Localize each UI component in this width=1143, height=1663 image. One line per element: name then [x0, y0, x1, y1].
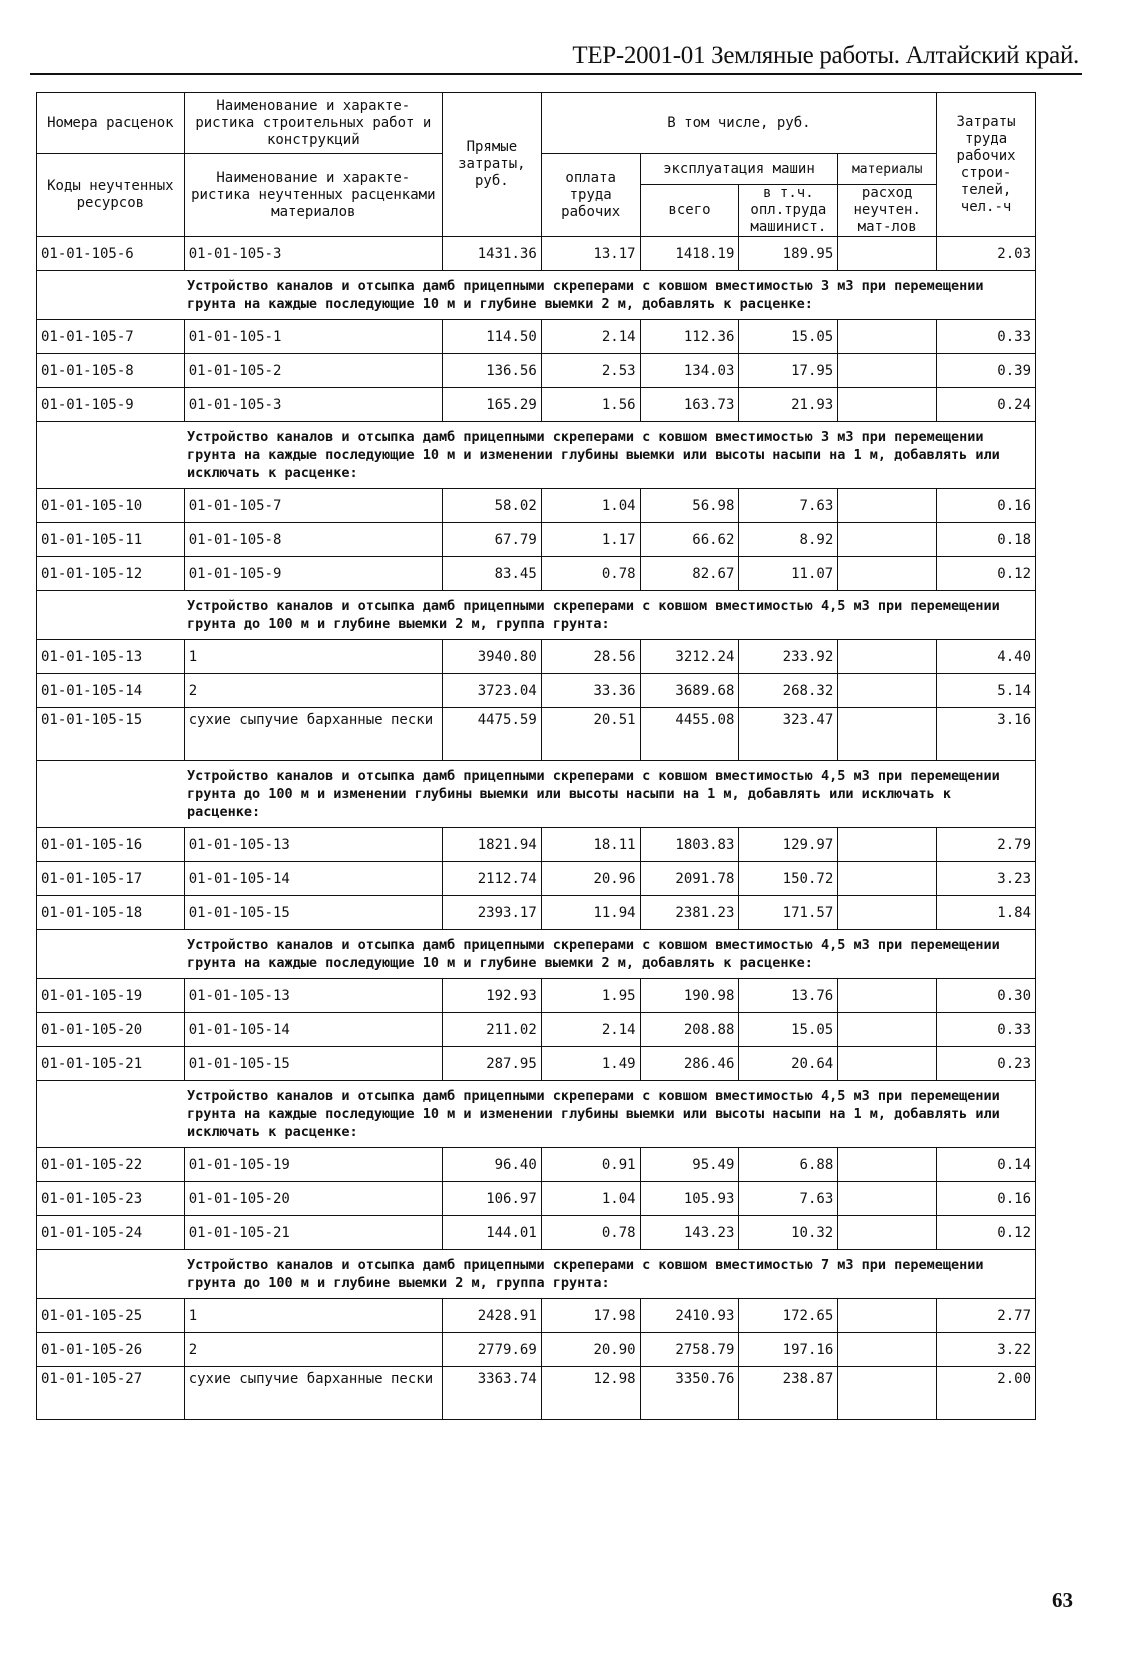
machine-total-cell: 2758.79 — [640, 1333, 739, 1367]
rate-code-cell: 01-01-105-17 — [37, 862, 185, 896]
materials-cell — [838, 523, 937, 557]
materials-cell — [838, 708, 937, 761]
direct-cost-cell: 287.95 — [442, 1047, 541, 1081]
machinist-pay-cell: 172.65 — [739, 1299, 838, 1333]
resource-name-cell: 01-01-105-3 — [184, 388, 442, 422]
resource-name-cell: 01-01-105-1 — [184, 320, 442, 354]
machine-total-cell: 2091.78 — [640, 862, 739, 896]
labor-cell: 3.16 — [937, 708, 1036, 761]
labor-cell: 0.39 — [937, 354, 1036, 388]
materials-cell — [838, 237, 937, 271]
table-row — [37, 523, 1036, 557]
resource-name-cell: 1 — [184, 1299, 442, 1333]
rate-code-cell: 01-01-105-27 — [37, 1367, 185, 1420]
rate-code-cell: 01-01-105-19 — [37, 979, 185, 1013]
table-row — [37, 1047, 1036, 1081]
direct-cost-cell: 114.50 — [442, 320, 541, 354]
worker-pay-cell: 1.17 — [541, 523, 640, 557]
direct-cost-cell: 144.01 — [442, 1216, 541, 1250]
section-title-row — [37, 422, 1036, 489]
worker-pay-cell: 18.11 — [541, 828, 640, 862]
labor-cell: 0.12 — [937, 1216, 1036, 1250]
worker-pay-cell: 12.98 — [541, 1367, 640, 1420]
labor-cell: 3.22 — [937, 1333, 1036, 1367]
machine-total-cell: 143.23 — [640, 1216, 739, 1250]
materials-cell — [838, 640, 937, 674]
labor-cell: 2.03 — [937, 237, 1036, 271]
section-title-row — [37, 1081, 1036, 1148]
machinist-pay-cell: 238.87 — [739, 1367, 838, 1420]
labor-cell: 0.24 — [937, 388, 1036, 422]
rate-code-cell: 01-01-105-11 — [37, 523, 185, 557]
worker-pay-cell: 0.78 — [541, 557, 640, 591]
table-row — [37, 557, 1036, 591]
materials-cell — [838, 557, 937, 591]
worker-pay-cell: 20.51 — [541, 708, 640, 761]
worker-pay-cell: 2.53 — [541, 354, 640, 388]
worker-pay-cell: 33.36 — [541, 674, 640, 708]
table-row — [37, 979, 1036, 1013]
materials-cell — [838, 1216, 937, 1250]
table-row — [37, 1299, 1036, 1333]
resource-name-cell: сухие сыпучие барханные пески — [184, 708, 442, 761]
labor-cell: 0.30 — [937, 979, 1036, 1013]
col-worker-pay: оплата труда рабочих — [541, 154, 640, 237]
table-row — [37, 828, 1036, 862]
direct-cost-cell: 1821.94 — [442, 828, 541, 862]
col-materials: материалы — [838, 154, 937, 185]
materials-cell — [838, 1299, 937, 1333]
col-unaccounted-materials: расход неучтен. мат-лов — [838, 185, 937, 237]
materials-cell — [838, 354, 937, 388]
rate-code-cell: 01-01-105-12 — [37, 557, 185, 591]
rate-code-cell: 01-01-105-13 — [37, 640, 185, 674]
labor-cell: 0.33 — [937, 1013, 1036, 1047]
col-resource-codes: Коды неучтенных ресурсов — [37, 154, 185, 237]
machinist-pay-cell: 323.47 — [739, 708, 838, 761]
materials-cell — [838, 1047, 937, 1081]
section-title: Устройство каналов и отсыпка дамб прицепными скреперами с ковшом вместимостью 4,5 м3 при перемещении грунта до 100 м и глубине выемки 2 м, группа грунта: — [37, 591, 1036, 640]
direct-cost-cell: 2393.17 — [442, 896, 541, 930]
materials-cell — [838, 862, 937, 896]
resource-name-cell: 01-01-105-8 — [184, 523, 442, 557]
labor-cell: 0.16 — [937, 489, 1036, 523]
direct-cost-cell: 3723.04 — [442, 674, 541, 708]
section-title-row — [37, 761, 1036, 828]
materials-cell — [838, 896, 937, 930]
labor-cell: 5.14 — [937, 674, 1036, 708]
machine-total-cell: 112.36 — [640, 320, 739, 354]
table-row — [37, 489, 1036, 523]
resource-name-cell: 01-01-105-15 — [184, 1047, 442, 1081]
machinist-pay-cell: 6.88 — [739, 1148, 838, 1182]
table-header-row-1 — [37, 93, 1036, 154]
section-title: Устройство каналов и отсыпка дамб прицепными скреперами с ковшом вместимостью 4,5 м3 при перемещении грунта на каждые последующие 10 м и глубине выемки 2 м, добавлять к расценке: — [37, 930, 1036, 979]
worker-pay-cell: 17.98 — [541, 1299, 640, 1333]
machinist-pay-cell: 268.32 — [739, 674, 838, 708]
worker-pay-cell: 1.04 — [541, 1182, 640, 1216]
rate-code-cell: 01-01-105-22 — [37, 1148, 185, 1182]
machine-total-cell: 95.49 — [640, 1148, 739, 1182]
direct-cost-cell: 106.97 — [442, 1182, 541, 1216]
col-unaccounted-name: Наименование и характе-ристика неучтенных расценками материалов — [184, 154, 442, 237]
materials-cell — [838, 828, 937, 862]
machine-total-cell: 163.73 — [640, 388, 739, 422]
machine-total-cell: 3350.76 — [640, 1367, 739, 1420]
materials-cell — [838, 1182, 937, 1216]
table-row — [37, 237, 1036, 271]
machinist-pay-cell: 189.95 — [739, 237, 838, 271]
direct-cost-cell: 3363.74 — [442, 1367, 541, 1420]
machine-total-cell: 3212.24 — [640, 640, 739, 674]
materials-cell — [838, 489, 937, 523]
worker-pay-cell: 11.94 — [541, 896, 640, 930]
table-row — [37, 320, 1036, 354]
header-rule — [30, 73, 1082, 75]
col-rate-numbers: Номера расценок — [37, 93, 185, 154]
table-row — [37, 862, 1036, 896]
machinist-pay-cell: 7.63 — [739, 489, 838, 523]
labor-cell: 0.23 — [937, 1047, 1036, 1081]
direct-cost-cell: 3940.80 — [442, 640, 541, 674]
rate-code-cell: 01-01-105-9 — [37, 388, 185, 422]
rate-code-cell: 01-01-105-16 — [37, 828, 185, 862]
machinist-pay-cell: 13.76 — [739, 979, 838, 1013]
materials-cell — [838, 674, 937, 708]
rate-code-cell: 01-01-105-7 — [37, 320, 185, 354]
resource-name-cell: 01-01-105-7 — [184, 489, 442, 523]
direct-cost-cell: 165.29 — [442, 388, 541, 422]
machinist-pay-cell: 233.92 — [739, 640, 838, 674]
table-row — [37, 640, 1036, 674]
machinist-pay-cell: 17.95 — [739, 354, 838, 388]
table-row — [37, 674, 1036, 708]
table-row — [37, 1216, 1036, 1250]
col-including: В том числе, руб. — [541, 93, 936, 154]
rate-code-cell: 01-01-105-24 — [37, 1216, 185, 1250]
rate-code-cell: 01-01-105-8 — [37, 354, 185, 388]
rate-code-cell: 01-01-105-10 — [37, 489, 185, 523]
section-title-row — [37, 271, 1036, 320]
col-labor: Затраты труда рабочих строи-телей, чел.-ч — [937, 93, 1036, 237]
direct-cost-cell: 192.93 — [442, 979, 541, 1013]
direct-cost-cell: 211.02 — [442, 1013, 541, 1047]
materials-cell — [838, 1013, 937, 1047]
labor-cell: 3.23 — [937, 862, 1036, 896]
machine-total-cell: 286.46 — [640, 1047, 739, 1081]
section-title: Устройство каналов и отсыпка дамб прицепными скреперами с ковшом вместимостью 3 м3 при перемещении грунта на каждые последующие 10 м и изменении глубины выемки или высоты насыпи на 1 м, добавлять или исключать к расценке: — [37, 422, 1036, 489]
resource-name-cell: 01-01-105-21 — [184, 1216, 442, 1250]
direct-cost-cell: 4475.59 — [442, 708, 541, 761]
resource-name-cell: 2 — [184, 1333, 442, 1367]
page-header: ТЕР-2001-01 Земляные работы. Алтайский край. — [572, 42, 1079, 69]
labor-cell: 4.40 — [937, 640, 1036, 674]
rate-code-cell: 01-01-105-25 — [37, 1299, 185, 1333]
machinist-pay-cell: 21.93 — [739, 388, 838, 422]
table-row — [37, 1182, 1036, 1216]
machine-total-cell: 105.93 — [640, 1182, 739, 1216]
materials-cell — [838, 1333, 937, 1367]
worker-pay-cell: 20.90 — [541, 1333, 640, 1367]
section-title: Устройство каналов и отсыпка дамб прицепными скреперами с ковшом вместимостью 7 м3 при перемещении грунта до 100 м и глубине выемки 2 м, группа грунта: — [37, 1250, 1036, 1299]
machine-total-cell: 208.88 — [640, 1013, 739, 1047]
table-row — [37, 1013, 1036, 1047]
worker-pay-cell: 1.56 — [541, 388, 640, 422]
labor-cell: 0.33 — [937, 320, 1036, 354]
machinist-pay-cell: 20.64 — [739, 1047, 838, 1081]
worker-pay-cell: 0.91 — [541, 1148, 640, 1182]
col-work-name: Наименование и характе-ристика строительных работ и конструкций — [184, 93, 442, 154]
direct-cost-cell: 83.45 — [442, 557, 541, 591]
resource-name-cell: 01-01-105-15 — [184, 896, 442, 930]
table-row — [37, 354, 1036, 388]
worker-pay-cell: 1.95 — [541, 979, 640, 1013]
resource-name-cell: 1 — [184, 640, 442, 674]
machine-total-cell: 3689.68 — [640, 674, 739, 708]
machine-total-cell: 190.98 — [640, 979, 739, 1013]
machine-total-cell: 1803.83 — [640, 828, 739, 862]
rate-code-cell: 01-01-105-6 — [37, 237, 185, 271]
labor-cell: 2.00 — [937, 1367, 1036, 1420]
table-row — [37, 1148, 1036, 1182]
machine-total-cell: 2381.23 — [640, 896, 739, 930]
labor-cell: 0.12 — [937, 557, 1036, 591]
worker-pay-cell: 28.56 — [541, 640, 640, 674]
col-machine-total: всего — [640, 185, 739, 237]
col-direct-costs: Прямые затраты, руб. — [442, 93, 541, 237]
section-title: Устройство каналов и отсыпка дамб прицепными скреперами с ковшом вместимостью 3 м3 при перемещении грунта на каждые последующие 10 м и глубине выемки 2 м, добавлять к расценке: — [37, 271, 1036, 320]
section-title: Устройство каналов и отсыпка дамб прицепными скреперами с ковшом вместимостью 4,5 м3 при перемещении грунта до 100 м и изменении глубины выемки или высоты насыпи на 1 м, добавлять или исключать к расценке: — [37, 761, 1036, 828]
section-title: Устройство каналов и отсыпка дамб прицепными скреперами с ковшом вместимостью 4,5 м3 при перемещении грунта на каждые последующие 10 м и изменении глубины выемки или высоты насыпи на 1 м, добавлять или исключать к расценке: — [37, 1081, 1036, 1148]
machinist-pay-cell: 15.05 — [739, 1013, 838, 1047]
rate-code-cell: 01-01-105-23 — [37, 1182, 185, 1216]
labor-cell: 0.14 — [937, 1148, 1036, 1182]
machinist-pay-cell: 197.16 — [739, 1333, 838, 1367]
machinist-pay-cell: 10.32 — [739, 1216, 838, 1250]
labor-cell: 2.79 — [937, 828, 1036, 862]
table-row — [37, 388, 1036, 422]
section-title-row — [37, 1250, 1036, 1299]
labor-cell: 2.77 — [937, 1299, 1036, 1333]
worker-pay-cell: 2.14 — [541, 1013, 640, 1047]
machine-total-cell: 66.62 — [640, 523, 739, 557]
direct-cost-cell: 58.02 — [442, 489, 541, 523]
worker-pay-cell: 13.17 — [541, 237, 640, 271]
materials-cell — [838, 1367, 937, 1420]
materials-cell — [838, 388, 937, 422]
col-machinist-pay: в т.ч. опл.труда машинист. — [739, 185, 838, 237]
rate-code-cell: 01-01-105-26 — [37, 1333, 185, 1367]
rates-table — [36, 92, 1036, 1420]
worker-pay-cell: 1.49 — [541, 1047, 640, 1081]
resource-name-cell: 2 — [184, 674, 442, 708]
resource-name-cell: 01-01-105-3 — [184, 237, 442, 271]
resource-name-cell: 01-01-105-19 — [184, 1148, 442, 1182]
machinist-pay-cell: 171.57 — [739, 896, 838, 930]
resource-name-cell: 01-01-105-9 — [184, 557, 442, 591]
machinist-pay-cell: 11.07 — [739, 557, 838, 591]
worker-pay-cell: 20.96 — [541, 862, 640, 896]
direct-cost-cell: 96.40 — [442, 1148, 541, 1182]
machinist-pay-cell: 129.97 — [739, 828, 838, 862]
labor-cell: 0.16 — [937, 1182, 1036, 1216]
machinist-pay-cell: 8.92 — [739, 523, 838, 557]
rate-code-cell: 01-01-105-18 — [37, 896, 185, 930]
machine-total-cell: 56.98 — [640, 489, 739, 523]
resource-name-cell: 01-01-105-14 — [184, 862, 442, 896]
resource-name-cell: 01-01-105-13 — [184, 828, 442, 862]
table-row — [37, 1367, 1036, 1420]
labor-cell: 0.18 — [937, 523, 1036, 557]
table-row — [37, 896, 1036, 930]
rate-code-cell: 01-01-105-14 — [37, 674, 185, 708]
direct-cost-cell: 136.56 — [442, 354, 541, 388]
machine-total-cell: 82.67 — [640, 557, 739, 591]
worker-pay-cell: 2.14 — [541, 320, 640, 354]
materials-cell — [838, 320, 937, 354]
labor-cell: 1.84 — [937, 896, 1036, 930]
direct-cost-cell: 2112.74 — [442, 862, 541, 896]
worker-pay-cell: 0.78 — [541, 1216, 640, 1250]
resource-name-cell: 01-01-105-13 — [184, 979, 442, 1013]
worker-pay-cell: 1.04 — [541, 489, 640, 523]
resource-name-cell: 01-01-105-2 — [184, 354, 442, 388]
rate-code-cell: 01-01-105-15 — [37, 708, 185, 761]
resource-name-cell: 01-01-105-14 — [184, 1013, 442, 1047]
machine-total-cell: 2410.93 — [640, 1299, 739, 1333]
rate-code-cell: 01-01-105-21 — [37, 1047, 185, 1081]
machine-total-cell: 134.03 — [640, 354, 739, 388]
machinist-pay-cell: 15.05 — [739, 320, 838, 354]
materials-cell — [838, 979, 937, 1013]
machinist-pay-cell: 7.63 — [739, 1182, 838, 1216]
machine-total-cell: 4455.08 — [640, 708, 739, 761]
section-title-row — [37, 930, 1036, 979]
materials-cell — [838, 1148, 937, 1182]
table-row — [37, 1333, 1036, 1367]
section-title-row — [37, 591, 1036, 640]
direct-cost-cell: 67.79 — [442, 523, 541, 557]
direct-cost-cell: 2779.69 — [442, 1333, 541, 1367]
direct-cost-cell: 1431.36 — [442, 237, 541, 271]
machine-total-cell: 1418.19 — [640, 237, 739, 271]
resource-name-cell: сухие сыпучие барханные пески — [184, 1367, 442, 1420]
page-number: 63 — [1052, 1588, 1073, 1612]
machinist-pay-cell: 150.72 — [739, 862, 838, 896]
col-machine-operation: эксплуатация машин — [640, 154, 838, 185]
table-row — [37, 708, 1036, 761]
rate-code-cell: 01-01-105-20 — [37, 1013, 185, 1047]
resource-name-cell: 01-01-105-20 — [184, 1182, 442, 1216]
direct-cost-cell: 2428.91 — [442, 1299, 541, 1333]
